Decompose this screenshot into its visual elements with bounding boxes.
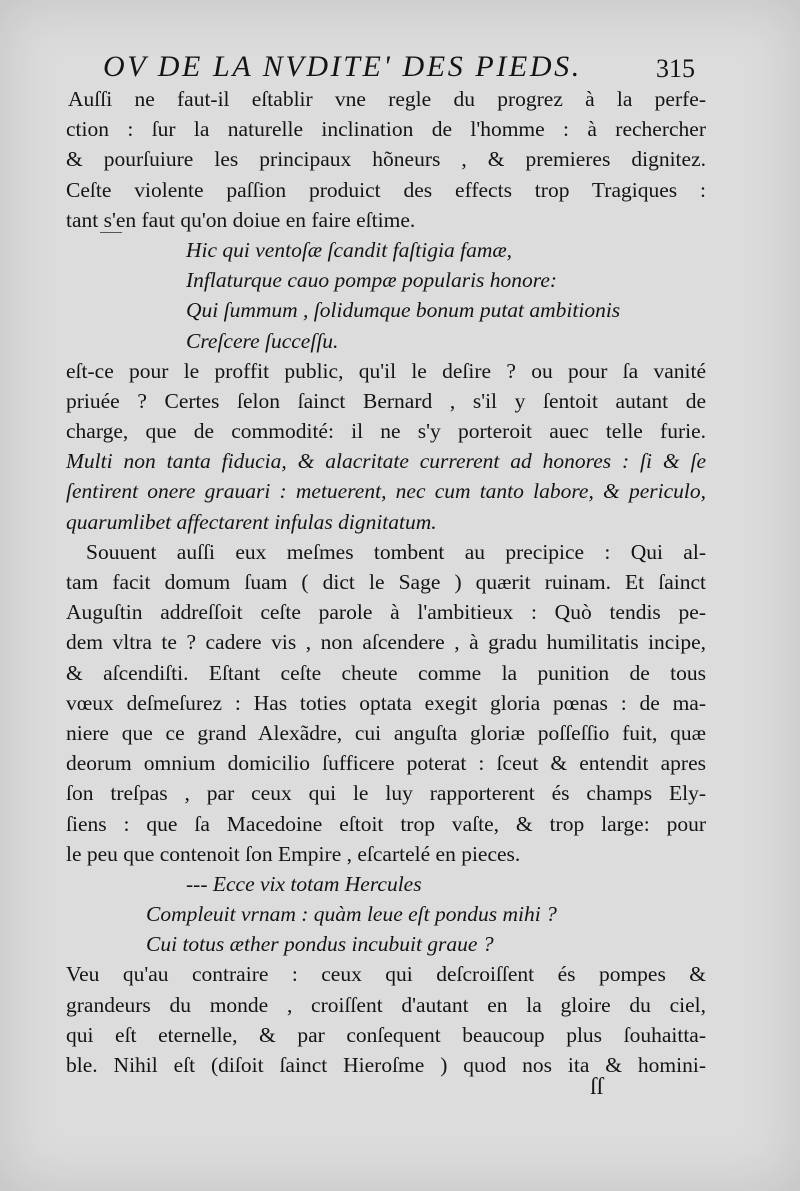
text-line: niere que ce grand Alexãdre, cui anguſta gloriæ poſſeſſio fuit, quæ (66, 720, 706, 745)
text-line: Souuent auſſi eux meſmes tombent au precipice : Qui al- (86, 539, 706, 564)
text-line: vœux deſmeſurez : Has toties optata exegit gloria pœnas : de ma- (66, 690, 706, 715)
text-line: ble. Nihil eſt (diſoit ſainct Hieroſme ) quod nos ita & homini- (66, 1053, 706, 1077)
verse-line: Compleuit vrnam : quàm leue eſt pondus mihi ? (146, 902, 557, 927)
catchword: ſſ (590, 1074, 604, 1100)
verse-line: --- Ecce vix totam Hercules (186, 871, 422, 896)
text-line: priuée ? Certes ſelon ſainct Bernard , s'il y ſentoit autant de (66, 388, 706, 413)
text-line: ſon treſpas , par ceux qui le luy rapporterent és champs Ely- (66, 781, 706, 806)
text-line: ction : ſur la naturelle inclination de l'homme : à rechercher (66, 117, 706, 142)
quote-line: quarumlibet affectarent infulas dignitatum. (66, 509, 437, 534)
quote-line: ſentirent onere grauari : metuerent, nec cum tanto labore, & periculo, (66, 479, 706, 504)
text-line: ſiens : que ſa Macedoine eſtoit trop vaſte, & trop large: pour (66, 811, 706, 836)
text-line: tant s'en faut qu'on doiue en faire eſtime. (66, 207, 416, 232)
page-number: 315 (656, 54, 695, 83)
text-line: le peu que contenoit ſon Empire , eſcartelé en pieces. (66, 841, 521, 866)
text-line: grandeurs du monde , croiſſent d'autant en la gloire du ciel, (66, 992, 706, 1017)
verse-line: Qui ſummum , ſolidumque bonum putat ambitionis (186, 298, 621, 323)
text-line: deorum omnium domicilio ſufficere poterat : ſceut & entendit apres (66, 751, 706, 776)
quote-line: Multi non tanta fiducia, & alacritate currerent ad honores : ſi & ſe (66, 449, 706, 474)
text-line: Veu qu'au contraire : ceux qui deſcroiſſent és pompes & (66, 962, 706, 987)
verse-line: Cui totus æther pondus incubuit graue ? (146, 932, 494, 957)
text-line: Auſſi ne faut-il eſtablir vne regle du progrez à la perfe- (68, 87, 706, 111)
margin-dash (100, 232, 122, 233)
verse-line: Inflaturque cauo pompæ popularis honore: (186, 268, 558, 293)
text-line: tam facit domum ſuam ( dict le Sage ) quærit ruinam. Et ſainct (66, 570, 706, 594)
text-line: & pourſuiure les principaux hõneurs , & premieres dignitez. (66, 147, 706, 172)
text-line: Auguſtin addreſſoit ceſte parole à l'ambitieux : Quò tendis pe- (66, 600, 706, 625)
text-line: charge, que de commodité: il ne s'y porteroit auec telle furie. (66, 419, 706, 444)
text-line: qui eſt eternelle, & par conſequent beaucoup plus ſouhaitta- (66, 1022, 706, 1047)
text-line: & aſcendiſti. Eſtant ceſte cheute comme la punition de tous (66, 660, 706, 685)
text-body (66, 84, 706, 1080)
text-line: eſt-ce pour le proffit public, qu'il le deſire ? ou pour ſa vanité (66, 358, 706, 383)
running-head: OV DE LA NVDITE' DES PIEDS. (103, 50, 582, 83)
verse-line: Hic qui ventoſæ ſcandit faſtigia famæ, (186, 237, 513, 262)
text-line: dem vltra te ? cadere vis , non aſcendere , à gradu humilitatis incipe, (66, 630, 706, 655)
verse-line: Creſcere ſucceſſu. (186, 328, 339, 353)
text-line: Ceſte violente paſſion produict des effects trop Tragiques : (66, 177, 706, 202)
